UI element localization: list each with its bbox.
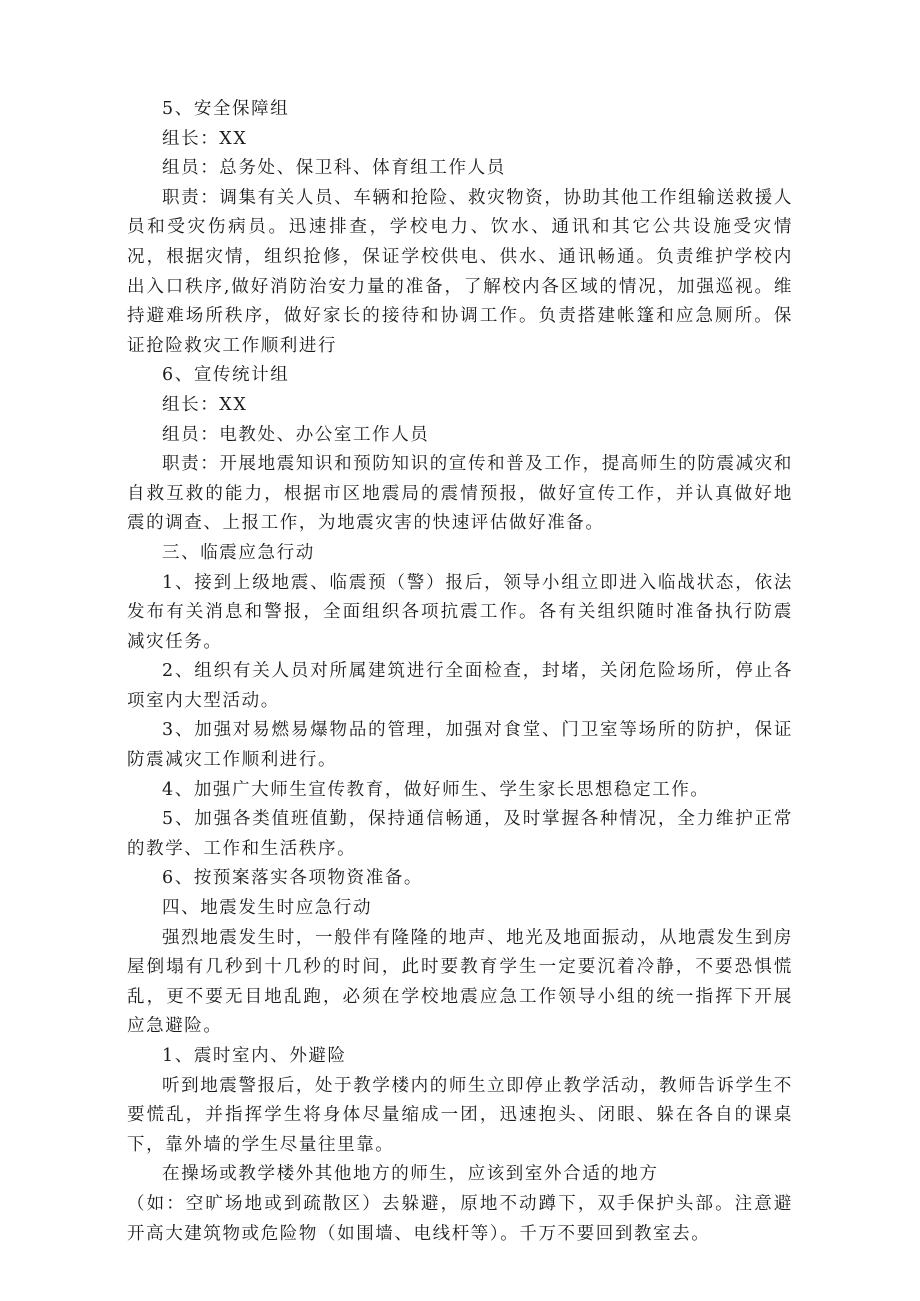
heading-safety-group: 5、安全保障组 <box>162 99 290 119</box>
indoor-shelter-instructions: 听到地震警报后，处于教学楼内的师生立即停止教学活动，教师告诉学生不要慌乱，并指挥学生将身体尽量缩成一团，迅速抱头、闭眼、躲在各自的课桌下，靠外墙的学生尽量往里靠。 <box>127 1075 793 1155</box>
heading-pre-quake-actions: 三、临震应急行动 <box>162 542 315 563</box>
publicity-group-leader: 组长：XX <box>162 394 248 415</box>
safety-group-leader: 组长：XX <box>162 128 248 149</box>
outdoor-shelter-instructions: 在操场或教学楼外其他地方的师生，应该到室外合适的地方 <box>162 1164 659 1185</box>
pre-quake-item-4: 4、加强广大师生宣传教育，做好师生、学生家长思想稳定工作。 <box>162 779 710 800</box>
publicity-group-members: 组员：电教处、办公室工作人员 <box>162 424 430 445</box>
heading-during-quake-actions: 四、地震发生时应急行动 <box>162 898 373 919</box>
heading-publicity-group: 6、宣传统计组 <box>162 365 290 386</box>
safety-group-members: 组员：总务处、保卫科、体育组工作人员 <box>162 158 506 179</box>
pre-quake-item-2: 2、组织有关人员对所属建筑进行全面检查，封堵，关闭危险场所，停止各项室内大型活动。 <box>127 661 793 711</box>
safety-group-duties: 职责：调集有关人员、车辆和抢险、救灾物资，协助其他工作组输送救援人员和受灾伤病员。迅速排查，学校电力、饮水、通讯和其它公共设施受灾情况，根据灾情，组织抢修，保证学校供电、供水、通讯畅通。负责维护学校内出入口秩序,做好消防治安力量的准备，了解校内各区域的情况，加强巡视。维持避难场所秩序，做好家长的接待和协调工作。负责搭建帐篷和应急厕所。保证抢险救灾工作顺利进行 <box>127 187 793 356</box>
pre-quake-item-5: 5、加强各类值班值勤，保持通信畅通，及时掌握各种情况，全力维护正常的教学、工作和生活秩序。 <box>127 809 793 859</box>
document-body <box>127 95 793 1249</box>
heading-indoor-outdoor-shelter: 1、震时室内、外避险 <box>162 1046 347 1066</box>
pre-quake-item-3: 3、加强对易燃易爆物品的管理，加强对食堂、门卫室等场所的防护，保证防震减灾工作顺利进行。 <box>127 720 793 771</box>
publicity-group-duties: 职责：开展地震知识和预防知识的宣传和普及工作，提高师生的防震减灾和自救互救的能力，根据市区地震局的震情预报，做好宣传工作，并认真做好地震的调查、上报工作，为地震灾害的快速评估做好准备。 <box>127 454 793 534</box>
during-quake-intro: 强烈地震发生时，一般伴有隆隆的地声、地光及地面振动，从地震发生到房屋倒塌有几秒到十几秒的时间，此时要教育学生一定要沉着冷静，不要恐惧慌乱，更不要无目地乱跑，必须在学校地震应急工作领导小组的统一指挥下开展应急避险。 <box>127 927 793 1037</box>
outdoor-shelter-instructions-continued: （如：空旷场地或到疏散区）去躲避，原地不动蹲下，双手保护头部。注意避开高大建筑物或危险物（如围墙、电线杆等）。千万不要回到教室去。 <box>127 1193 793 1244</box>
pre-quake-item-1: 1、接到上级地震、临震预（警）报后，领导小组立即进入临战状态，依法发布有关消息和警报，全面组织各项抗震工作。各有关组织随时准备执行防震减灾任务。 <box>127 572 793 652</box>
pre-quake-item-6: 6、按预案落实各项物资准备。 <box>162 868 424 889</box>
